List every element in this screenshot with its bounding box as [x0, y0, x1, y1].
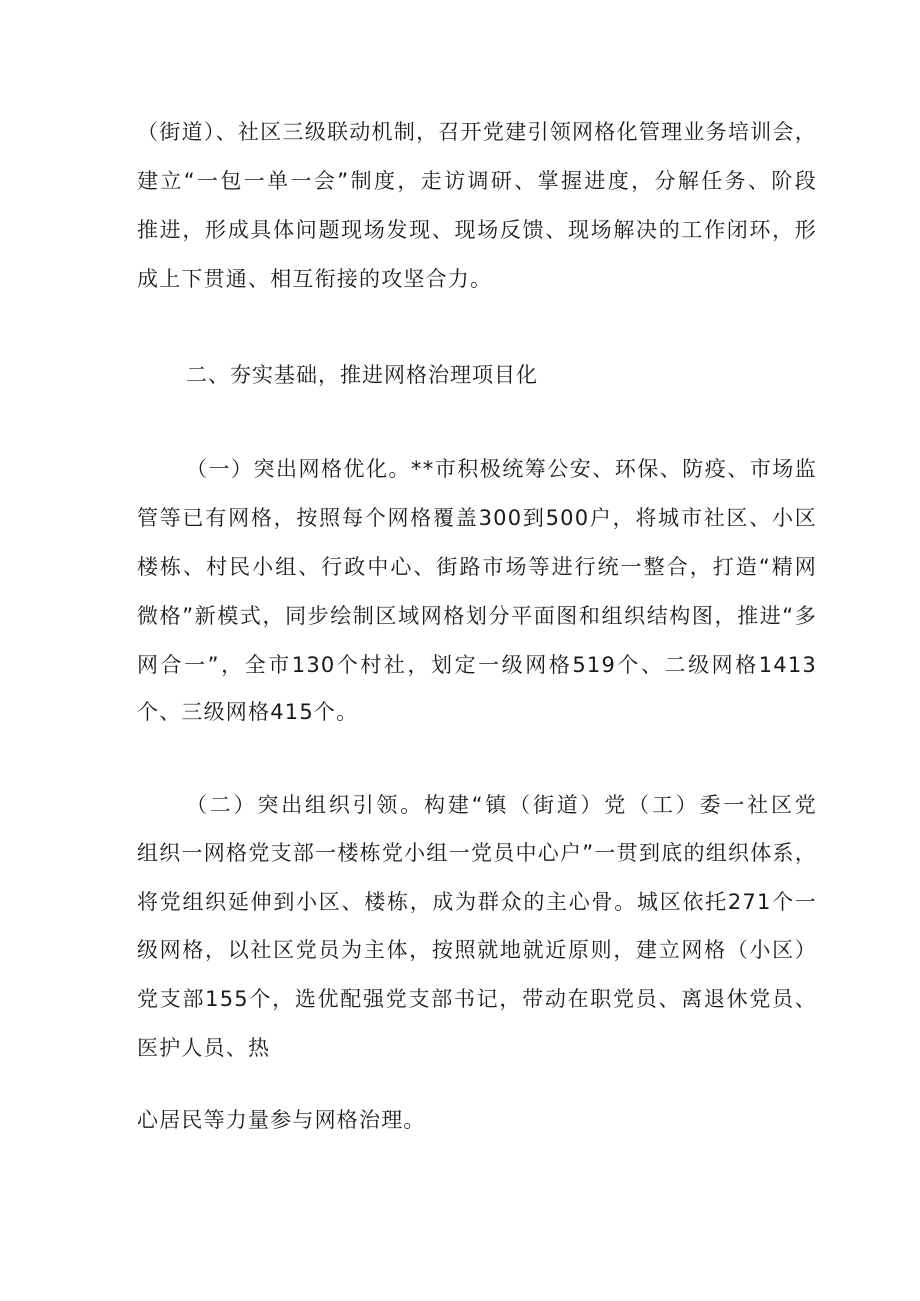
paragraph-2-line-1: （一）突出网格优化。**市积极统筹公安、环保、防疫、市场监 [186, 457, 817, 481]
paragraph-2-line-6: 个、三级网格415个。 [137, 700, 359, 724]
section-heading: 二、夯实基础，推进网格治理项目化 [186, 363, 538, 387]
paragraph-3-line-4: 级网格，以社区党员为主体，按照就地就近原则，建立网格（小区） [137, 938, 817, 962]
paragraph-2-line-2: 管等已有网格，按照每个网格覆盖300到500户，将城市社区、小区 [137, 506, 817, 530]
paragraph-3-line-6: 医护人员、热 [137, 1036, 271, 1060]
paragraph-4-line-1: 心居民等力量参与网格治理。 [137, 1108, 426, 1132]
paragraph-2-line-3: 楼栋、村民小组、行政中心、街路市场等进行统一整合，打造“精网 [137, 555, 817, 579]
paragraph-3-line-5: 党支部155个，选优配强党支部书记，带动在职党员、离退休党员、 [137, 987, 817, 1011]
paragraph-3-line-2: 组织一网格党支部一楼栋党小组一党员中心户”一贯到底的组织体系， [137, 841, 817, 865]
paragraph-1-line-1: （街道）、社区三级联动机制，召开党建引领网格化管理业务培训会， [137, 120, 817, 144]
paragraph-2-line-5: 网合一”，全市130个村社，划定一级网格519个、二级网格1413 [137, 653, 817, 677]
paragraph-3-line-1: （二）突出组织引领。构建“镇（街道）党（工）委一社区党 [186, 793, 817, 817]
paragraph-1-line-4: 成上下贯通、相互衔接的攻坚合力。 [137, 267, 493, 291]
paragraph-2-line-4: 微格”新模式，同步绘制区域网格划分平面图和组织结构图，推进“多 [137, 604, 817, 628]
paragraph-3-line-3: 将党组织延伸到小区、楼栋，成为群众的主心骨。城区依托271个一 [137, 890, 817, 914]
paragraph-1-line-2: 建立“一包一单一会”制度，走访调研、掌握进度，分解任务、阶段 [137, 169, 817, 193]
paragraph-1-line-3: 推进，形成具体问题现场发现、现场反馈、现场解决的工作闭环，形 [137, 218, 817, 242]
